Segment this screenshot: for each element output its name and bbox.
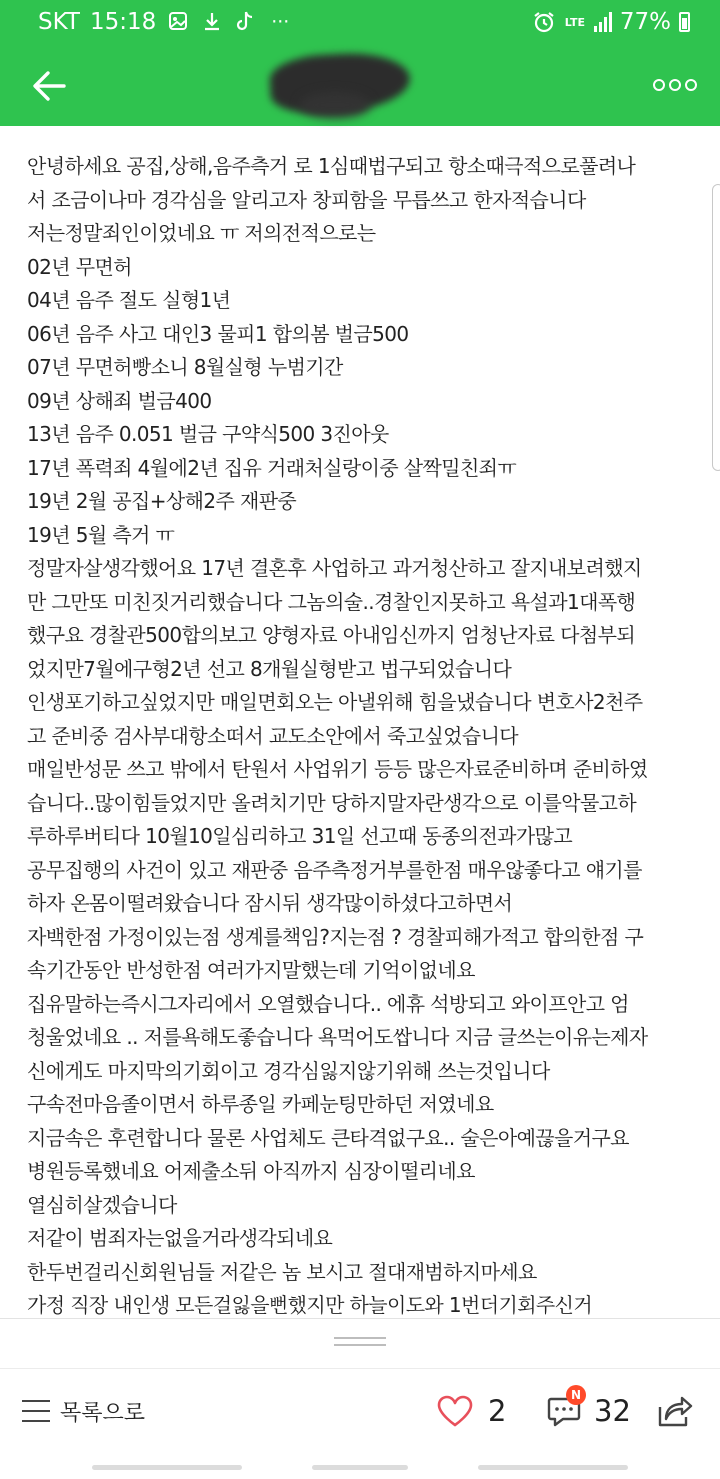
post-line: 지금속은 후련합니다 물론 사업체도 큰타격없구요.. 술은아예끊을거구요 xyxy=(27,1125,629,1150)
like-button[interactable] xyxy=(436,1391,506,1431)
carrier-label: SKT xyxy=(38,9,80,35)
post-line: 매일반성문 쓰고 밖에서 탄원서 사업위기 등등 많은자료준비하며 준비하였 xyxy=(27,757,648,781)
battery-icon xyxy=(679,12,690,32)
alarm-icon xyxy=(532,10,556,34)
comment-button[interactable] xyxy=(546,1389,631,1433)
post-line: 신에게도 마지막의기회이고 경각심잃지않기위해 쓰는것입니다 xyxy=(27,1058,550,1083)
comment-icon-wrap xyxy=(546,1388,582,1429)
app-header xyxy=(0,44,720,126)
redacted-title-shadow xyxy=(300,92,370,118)
drag-handle-icon[interactable] xyxy=(334,1337,386,1349)
divider xyxy=(0,1368,720,1369)
network-type-label: LTE xyxy=(564,15,585,29)
scrollbar-thumb[interactable] xyxy=(712,184,720,471)
post-line: 13년 음주 0.051 벌금 구약식500 3진아웃 xyxy=(27,422,389,446)
post-line: 속기간동안 반성한점 여러가지말했는데 기억이없네요 xyxy=(27,958,475,982)
nav-bar-pill-left xyxy=(92,1465,242,1470)
more-dots-icon: ··· xyxy=(271,11,290,33)
signal-icon xyxy=(594,12,612,32)
post-line: 공무집행의 사건이 있고 재판중 음주측정거부를한점 매우않좋다고 얘기를 xyxy=(27,857,642,882)
post-line: 집유말하는즉시그자리에서 오열했습니다.. 에휴 석방되고 와이프안고 엄 xyxy=(27,991,629,1016)
post-line: 저같이 범죄자는없을거라생각되네요 xyxy=(27,1226,333,1250)
post-line: 열심히살겠습니다 xyxy=(27,1192,177,1217)
post-line: 자백한점 가정이있는점 생계를책임?지는점 ? 경찰피해가적고 합의한점 구 xyxy=(27,924,644,949)
post-line: 청울었네요 .. 저를욕해도좋습니다 욕먹어도쌉니다 지금 글쓰는이유는제자 xyxy=(27,1025,648,1049)
share-button[interactable] xyxy=(654,1391,694,1431)
tiktok-icon xyxy=(234,10,258,34)
battery-label: 77% xyxy=(619,9,671,35)
post-line: 고 준비중 검사부대항소떠서 교도소안에서 죽고싶었습니다 xyxy=(27,723,519,748)
new-comment-badge: N xyxy=(566,1385,586,1405)
post-line: 병원등록했네요 어제출소뒤 아직까지 심장이떨리네요 xyxy=(27,1159,475,1183)
post-line: 서 조금이나마 경각심을 알리고자 창피함을 무릅쓰고 한자적습니다 xyxy=(27,187,586,212)
post-body xyxy=(27,150,707,1323)
back-arrow-icon xyxy=(26,63,72,109)
share-icon xyxy=(654,1391,694,1431)
post-line: 만 그만또 미친짓거리했습니다 그놈의술..경찰인지못하고 욕설과1대폭행 xyxy=(27,589,636,614)
post-line: 인생포기하고싶었지만 매일면회오는 아낼위해 힘을냈습니다 변호사2천주 xyxy=(27,690,643,714)
back-to-list-label: 목록으로 xyxy=(60,1400,146,1426)
post-line: 정말자살생각했어요 17년 결혼후 사업하고 과거청산하고 잘지내보려했지 xyxy=(27,556,642,580)
post-line: 구속전마음졸이면서 하루종일 카페눈팅만하던 저였네요 xyxy=(27,1092,494,1116)
status-left xyxy=(38,6,292,38)
back-button[interactable] xyxy=(26,63,72,109)
post-line: 09년 상해죄 벌금400 xyxy=(27,388,212,413)
post-line: 안녕하세요 공집,상해,음주측거 로 1심때법구되고 항소때극적으로풀려나 xyxy=(27,154,636,178)
post-line: 07년 무면허빵소니 8월실형 누범기간 xyxy=(27,355,343,379)
post-line: 었지만7월에구형2년 선고 8개월실형받고 법구되었습니다 xyxy=(27,656,512,681)
post-line: 17년 폭력죄 4월에2년 집유 거래처실랑이중 살짝밀친죄ㅠ xyxy=(27,455,517,480)
like-count: 2 xyxy=(488,1394,507,1428)
clock-label: 15:18 xyxy=(89,9,157,35)
post-line: 저는정말죄인이었네요 ㅠ 저의전적으로는 xyxy=(27,221,376,245)
status-bar xyxy=(0,0,720,44)
comment-count: 32 xyxy=(594,1394,631,1428)
post-line: 했구요 경찰관500합의보고 양형자료 아내임신까지 엄청난자료 다첨부되 xyxy=(27,623,636,647)
post-line: 루하루버티다 10월10일심리하고 31일 선고때 동종의전과가많고 xyxy=(27,824,573,848)
post-line: 19년 2월 공집+상해2주 재판중 xyxy=(27,489,297,513)
more-options-icon xyxy=(653,79,665,91)
post-line: 습니다..많이힘들었지만 올려치기만 당하지말자란생각으로 이를악물고하 xyxy=(27,790,637,815)
back-to-list-button[interactable] xyxy=(22,1393,145,1429)
post-line: 한두번걸리신회원님들 저같은 놈 보시고 절대재범하지마세요 xyxy=(27,1259,537,1284)
post-line: 하자 온몸이떨려왔습니다 잠시뒤 생각많이하셨다고하면서 xyxy=(27,891,513,915)
list-icon xyxy=(22,1400,50,1422)
more-options-button[interactable] xyxy=(652,70,698,100)
post-line: 04년 음주 절도 실형1년 xyxy=(27,288,231,312)
heart-icon xyxy=(436,1394,474,1428)
post-line: 02년 무면허 xyxy=(27,254,132,279)
gallery-icon xyxy=(166,10,190,34)
nav-bar-pill-center xyxy=(312,1465,408,1470)
post-line: 06년 음주 사고 대인3 물피1 합의봄 벌금500 xyxy=(27,321,409,346)
bottom-bar xyxy=(0,1318,720,1479)
nav-bar-pill-right xyxy=(478,1465,628,1470)
post-line: 가정 직장 내인생 모든걸잃을뻔했지만 하늘이도와 1번더기회주신거 xyxy=(27,1293,593,1317)
post-line: 19년 5월 측거 ㅠ xyxy=(27,522,175,547)
download-icon xyxy=(200,10,224,34)
status-right xyxy=(532,6,690,38)
